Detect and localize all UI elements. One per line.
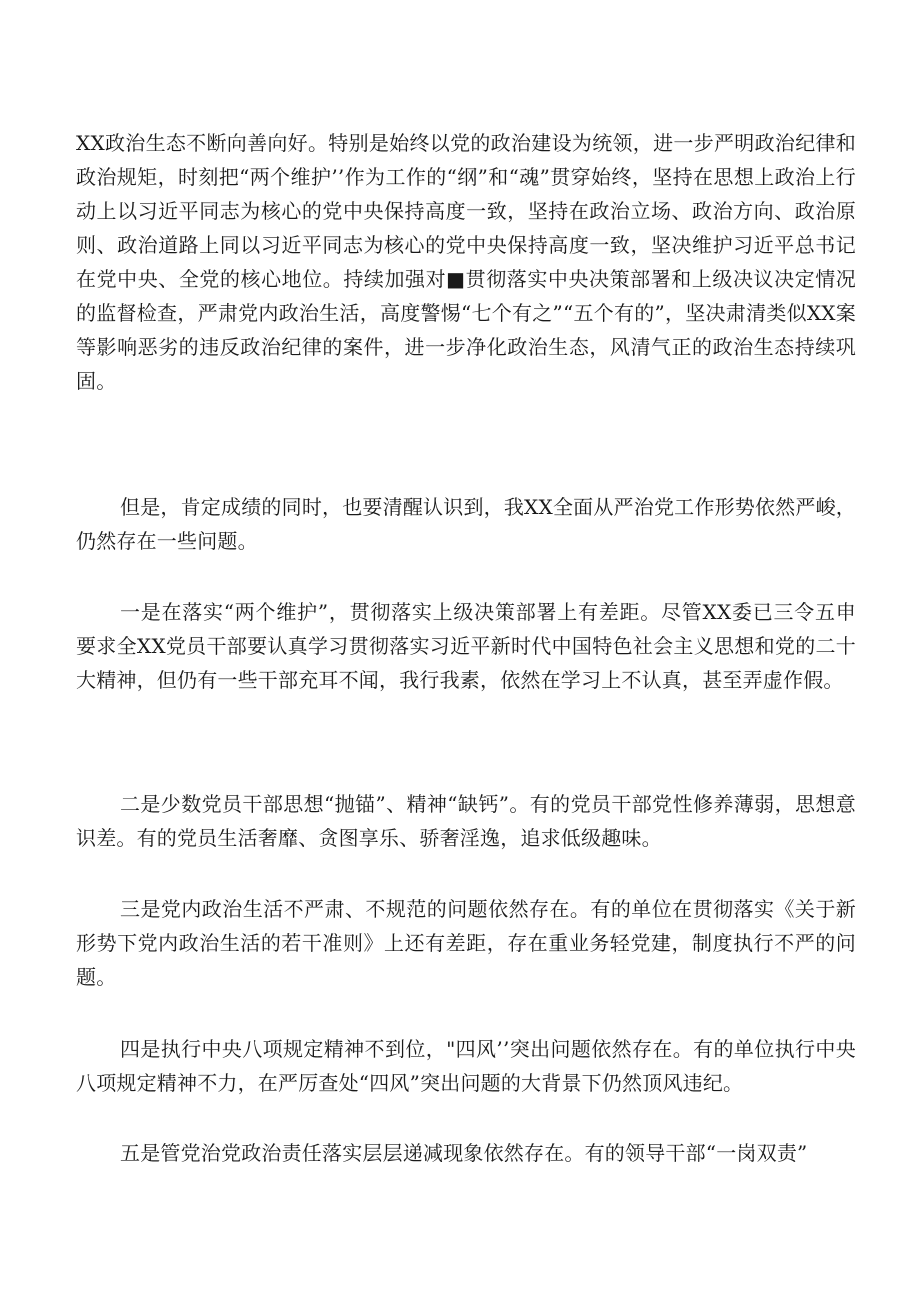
paragraph-issue-four: 四是执行中央八项规定精神不到位，"四风’’突出问题依然存在。有的单位执行中央八项规定精神不力，在严厉查处“四风”突出问题的大背景下仍然顶风违纪。 (76, 1037, 856, 1095)
paragraph-however: 但是，肯定成绩的同时，也要清醒认识到，我XX全面从严治党工作形势依然严峻，仍然存在一些问题。 (76, 495, 856, 553)
paragraph-political-ecology: XX政治生态不断向善向好。特别是始终以党的政治建设为统领，进一步严明政治纪律和政治规矩，时刻把“两个维护’’作为工作的“纲”和“魂”贯穿始终，坚持在思想上政治上行动上以习近平同志为核心的党中央保持高度一致，坚持在政治立场、政治方向、政治原则、政治道路上同以习近平同志为核心的党中央保持高度一致，坚决维护习近平总书记在党中央、全党的核心地位。持续加强对■贯彻落实中央决策部署和上级决议决定情况的监督检查，严肃党内政治生活，高度警惕“七个有之”“五个有的”，坚决肃清类似XX案等影响恶劣的违反政治纪律的案件，进一步净化政治生态，风清气正的政治生态持续巩固。 (76, 131, 856, 393)
paragraph-issue-three: 三是党内政治生活不严肃、不规范的问题依然存在。有的单位在贯彻落实《关于新形势下党内政治生活的若干准则》上还有差距，存在重业务轻党建，制度执行不严的问题。 (76, 897, 856, 989)
paragraph-issue-one: 一是在落实“两个维护”，贯彻落实上级决策部署上有差距。尽管XX委已三令五申要求全XX党员干部要认真学习贯彻落实习近平新时代中国特色社会主义思想和党的二十大精神，但仍有一些干部充耳不闻，我行我素，依然在学习上不认真，甚至弄虚作假。 (76, 600, 856, 692)
paragraph-issue-two: 二是少数党员干部思想“抛锚”、精神“缺钙”。有的党员干部党性修养薄弱，思想意识差。有的党员生活奢靡、贪图享乐、骄奢淫逸，追求低级趣味。 (76, 792, 856, 850)
paragraph-issue-five: 五是管党治党政治责任落实层层递减现象依然存在。有的领导干部“一岗双责” (120, 1141, 808, 1165)
